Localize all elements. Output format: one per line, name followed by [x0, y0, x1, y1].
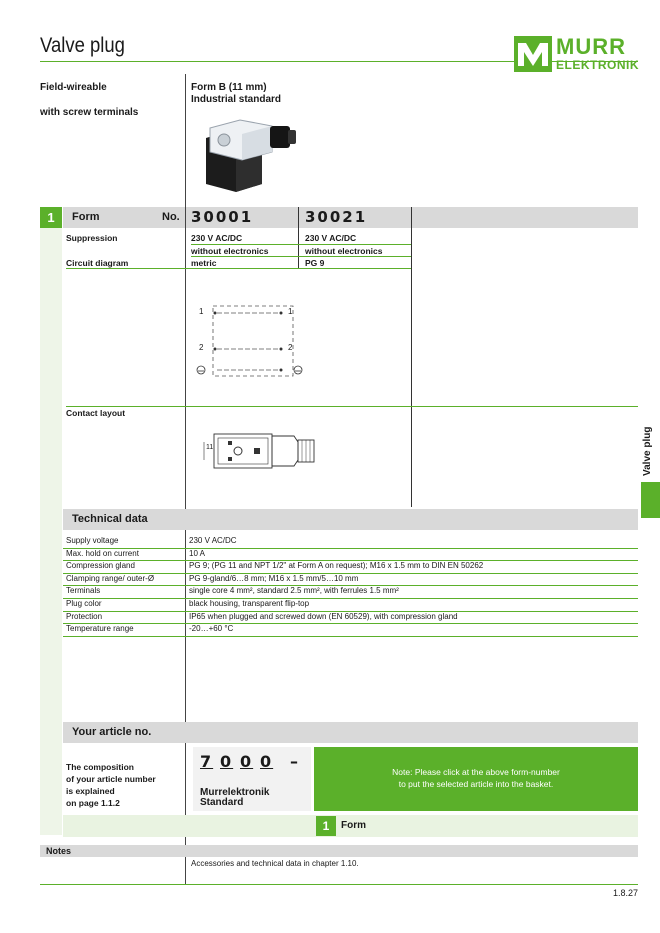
intro-right-1: Form B (11 mm) — [191, 82, 267, 93]
col-divider-1 — [185, 74, 186, 884]
technical-row-value: PG 9; (PG 11 and NPT 1/2" at Form A on request); M16 x 1.5 mm to DIN EN 50262 — [189, 561, 484, 571]
article-digit-4: 0 — [260, 752, 274, 771]
technical-row-value: single core 4 mm², standard 2.5 mm², with ferrules 1.5 mm² — [189, 586, 399, 596]
article-30001[interactable]: 30001 — [191, 208, 254, 226]
intro-right-2: Industrial standard — [191, 94, 282, 105]
rule-row-3 — [66, 268, 411, 269]
form-bar-label: Form — [341, 820, 366, 831]
row-label-contact-layout: Contact layout — [66, 408, 126, 418]
circuit-diagram — [195, 298, 305, 383]
form-label: Form — [72, 211, 100, 223]
logo-text-murr: MURR — [556, 34, 626, 59]
suppression-30021: 230 V AC/DC — [305, 233, 357, 243]
product-image — [200, 112, 300, 194]
technical-row-value: 10 A — [189, 548, 206, 558]
left-green-band — [40, 228, 62, 835]
technical-row — [63, 623, 638, 637]
thread-30001: metric — [191, 258, 217, 268]
page-number: 1.8.27 — [612, 888, 638, 898]
intro-left-1: Field-wireable — [40, 82, 107, 93]
step-badge-number: 1 — [47, 210, 55, 225]
article-digit-1: 7 — [200, 752, 214, 771]
col-divider-2 — [298, 207, 299, 268]
rule-row-1 — [191, 244, 411, 245]
contact-layout-drawing — [200, 426, 325, 476]
technical-row-value: 230 V AC/DC — [189, 536, 237, 545]
article-explain-1: The composition — [66, 762, 134, 772]
technical-row-label: Protection — [66, 611, 103, 621]
technical-row — [63, 535, 638, 549]
pin-2-left: 2 — [199, 343, 204, 352]
article-digit-2: 0 — [220, 752, 234, 771]
article-brand-1: Murrelektronik — [200, 787, 270, 798]
technical-row-label: Clamping range/ outer-Ø — [66, 573, 155, 583]
basket-note-line2: to put the selected article into the basket. — [398, 779, 554, 789]
technical-row — [63, 611, 638, 625]
technical-row-label: Supply voltage — [66, 536, 119, 545]
form-step-badge: 1 — [316, 816, 336, 836]
footer-rule — [40, 884, 638, 885]
pin-1-left: 1 — [199, 307, 204, 316]
article-heading: Your article no. — [72, 726, 152, 738]
rule-row-2 — [191, 256, 411, 257]
article-explain-3: is explained — [66, 786, 115, 796]
dimension-11: 11 — [206, 444, 214, 451]
pin-2-right: 2 — [288, 343, 293, 352]
logo-text-elektronik: ELEKTRONIK — [556, 58, 639, 72]
technical-row — [63, 585, 638, 599]
technical-row-label: Terminals — [66, 586, 101, 596]
notes-heading: Notes — [46, 846, 72, 856]
technical-heading: Technical data — [72, 513, 148, 525]
article-dash: – — [290, 752, 300, 771]
technical-row-label: Plug color — [66, 599, 102, 608]
article-explain-2: of your article number — [66, 774, 156, 784]
technical-row — [63, 548, 638, 562]
technical-row — [63, 598, 638, 612]
no-label: No. — [162, 211, 180, 223]
notes-header — [40, 845, 638, 857]
technical-row — [63, 573, 638, 587]
suppression-30001: 230 V AC/DC — [191, 233, 243, 243]
technical-row-value: black housing, transparent flip-top — [189, 599, 310, 608]
technical-row-label: Max. hold on current — [66, 548, 139, 558]
article-brand-2: Standard — [200, 797, 244, 808]
technical-row — [63, 560, 638, 574]
col-divider-3 — [411, 207, 412, 507]
thread-30021: PG 9 — [305, 258, 325, 268]
murr-logo — [514, 36, 638, 74]
article-digit-3: 0 — [240, 752, 254, 771]
technical-row-label: Temperature range — [66, 624, 134, 634]
technical-row-value: -20…+60 °C — [189, 624, 234, 634]
technical-header — [63, 509, 638, 530]
technical-row-label: Compression gland — [66, 561, 135, 571]
technical-row-value: IP65 when plugged and screwed down (EN 60529), with compression gland — [189, 611, 458, 621]
step-badge-1 — [40, 207, 62, 228]
side-tab-label: Valve plug — [642, 426, 653, 476]
article-30021[interactable]: 30021 — [305, 208, 368, 226]
basket-note-line1: Note: Please click at the above form-number — [392, 767, 560, 777]
electronics-30001: without electronics — [191, 246, 269, 256]
intro-left-2: with screw terminals — [40, 107, 139, 118]
row-label-suppression: Suppression — [66, 233, 118, 243]
notes-text: Accessories and technical data in chapter 1.10. — [191, 859, 359, 868]
article-explain-4: on page 1.1.2 — [66, 798, 120, 808]
technical-row-value: PG 9-gland/6…8 mm; M16 x 1.5 mm/5…10 mm — [189, 573, 359, 583]
pin-1-right: 1 — [288, 307, 293, 316]
side-tab-marker — [641, 482, 660, 518]
page-title: Valve plug — [40, 34, 125, 57]
rule-contact — [66, 406, 638, 407]
electronics-30021: without electronics — [305, 246, 383, 256]
row-label-circuit: Circuit diagram — [66, 258, 129, 268]
